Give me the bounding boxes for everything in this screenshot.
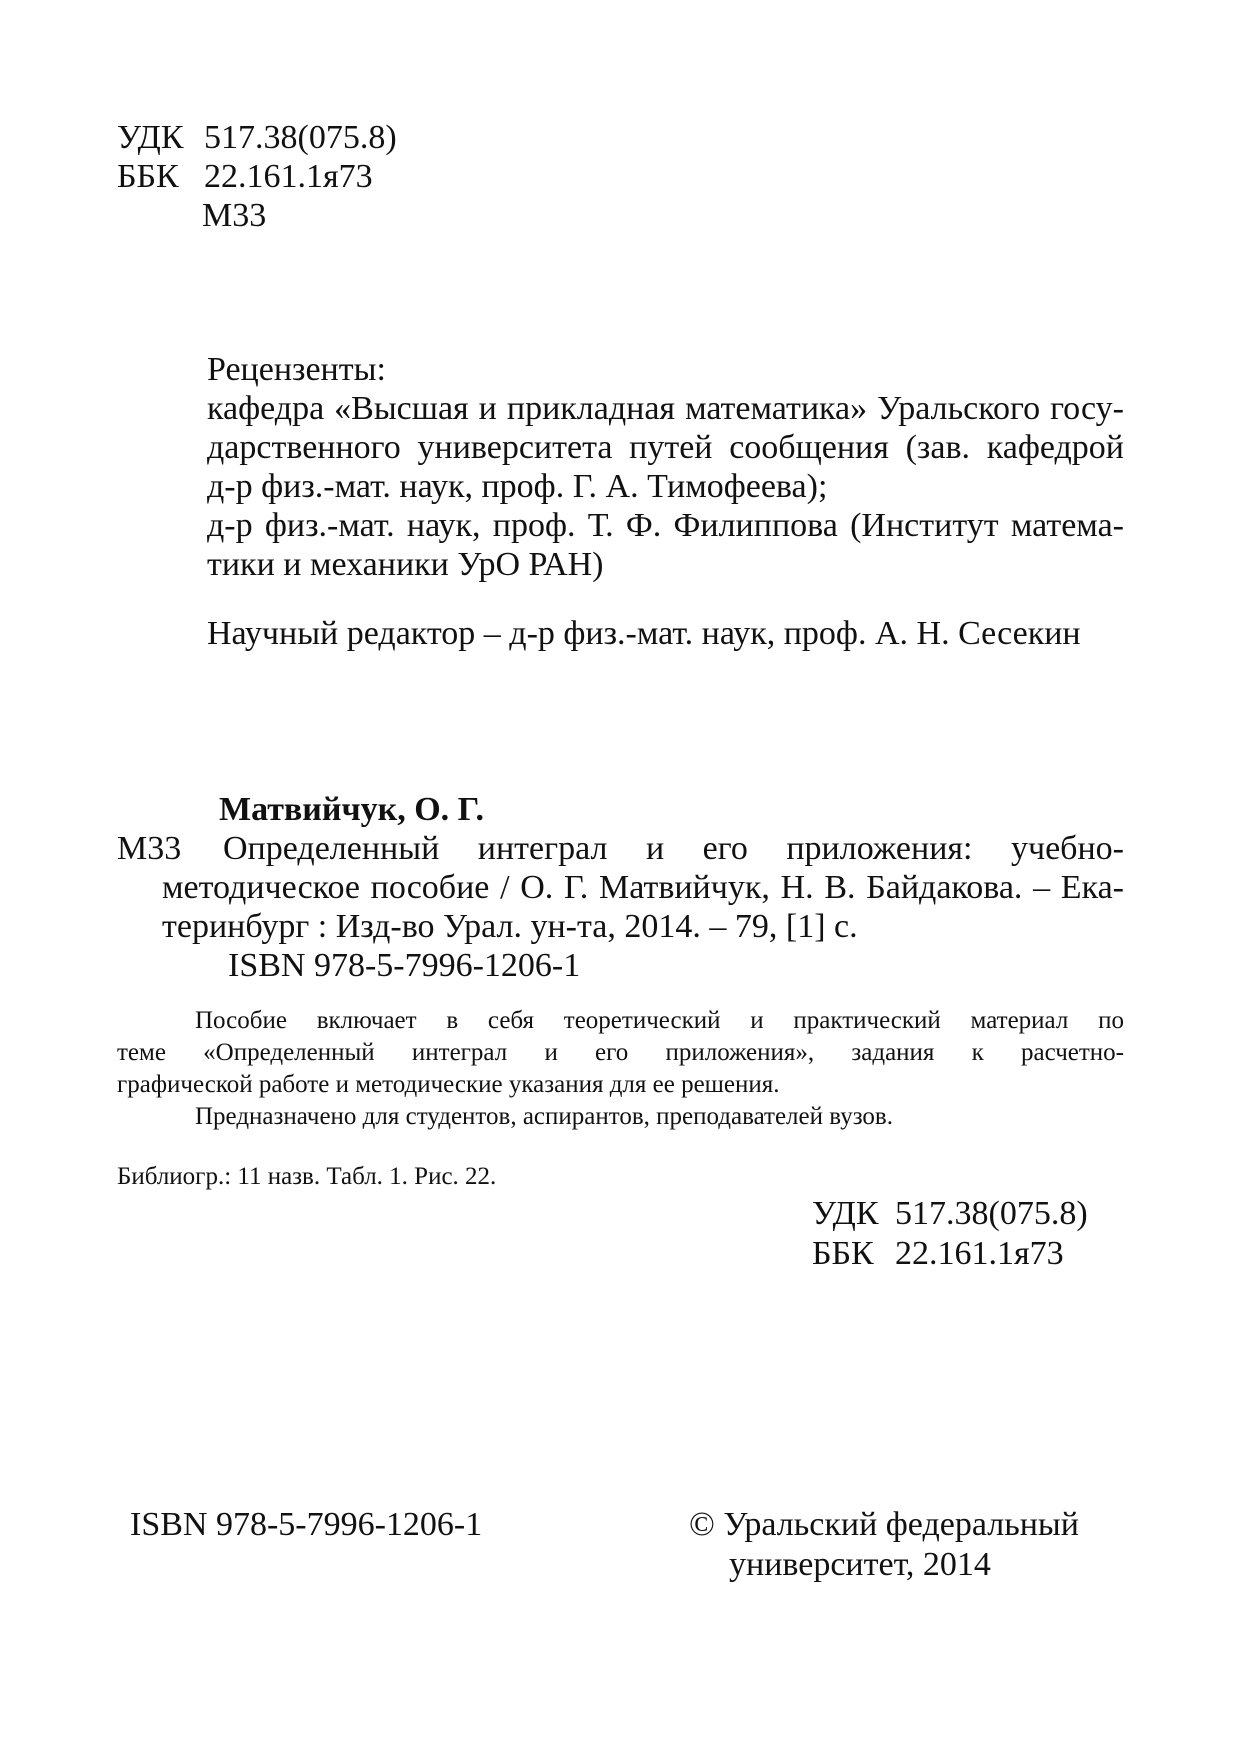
top-author-mark: М33 [202,197,267,234]
reviewers-line-2: дарственного университета путей сообщения (зав. кафедрой [207,429,1124,466]
reviewers-line-4: д-р физ.-мат. наук, проф. Т. Ф. Филиппова (Институт матема- [207,507,1124,544]
record-line-3: теринбург : Изд-во Урал. ун-та, 2014. – 79, [1] с. [162,908,858,945]
footer-isbn: ISBN 978-5-7996-1206-1 [130,1506,483,1543]
reviewers-line-3: д-р физ.-мат. наук, проф. Г. А. Тимофеева); [207,468,828,505]
record-line-1: Определенный интеграл и его приложения: учебно- [223,830,1124,867]
footer-copyright-line-1: © Уральский федеральный [689,1506,1079,1543]
top-udk-value: 517.38(075.8) [204,119,397,156]
reviewers-heading: Рецензенты: [207,351,386,388]
annotation-line-3: графической работе и методические указания для ее решения. [117,1071,780,1098]
bottom-udk-label: УДК [812,1195,879,1232]
record-mark: М33 [117,830,182,867]
reviewers-line-1: кафедра «Высшая и прикладная математика» Уральского госу- [207,390,1124,427]
footer-copyright-line-2: университет, 2014 [729,1546,991,1583]
top-bbk-label: ББК [117,158,179,195]
annotation-line-2: теме «Определенный интеграл и его приложения», задания к расчетно- [117,1039,1124,1066]
top-udk-label: УДК [117,119,184,156]
record-author: Матвийчук, О. Г. [219,791,484,828]
record-isbn: ISBN 978-5-7996-1206-1 [228,947,581,984]
bottom-bbk-value: 22.161.1я73 [895,1235,1064,1272]
bottom-udk-value: 517.38(075.8) [895,1195,1088,1232]
bottom-bbk-label: ББК [812,1235,874,1272]
annotation-audience: Предназначено для студентов, аспирантов, преподавателей вузов. [195,1103,893,1130]
annotation-line-1: Пособие включает в себя теоретический и практический материал по [195,1007,1124,1034]
record-line-2: методическое пособие / О. Г. Матвийчук, Н. В. Байдакова. – Ека- [162,869,1124,906]
scientific-editor: Научный редактор – д-р физ.-мат. наук, проф. А. Н. Сесекин [207,615,1081,652]
annotation-biblio: Библиогр.: 11 назв. Табл. 1. Рис. 22. [117,1163,497,1190]
top-bbk-value: 22.161.1я73 [204,158,373,195]
reviewers-line-5: тики и механики УрО РАН) [207,546,604,583]
